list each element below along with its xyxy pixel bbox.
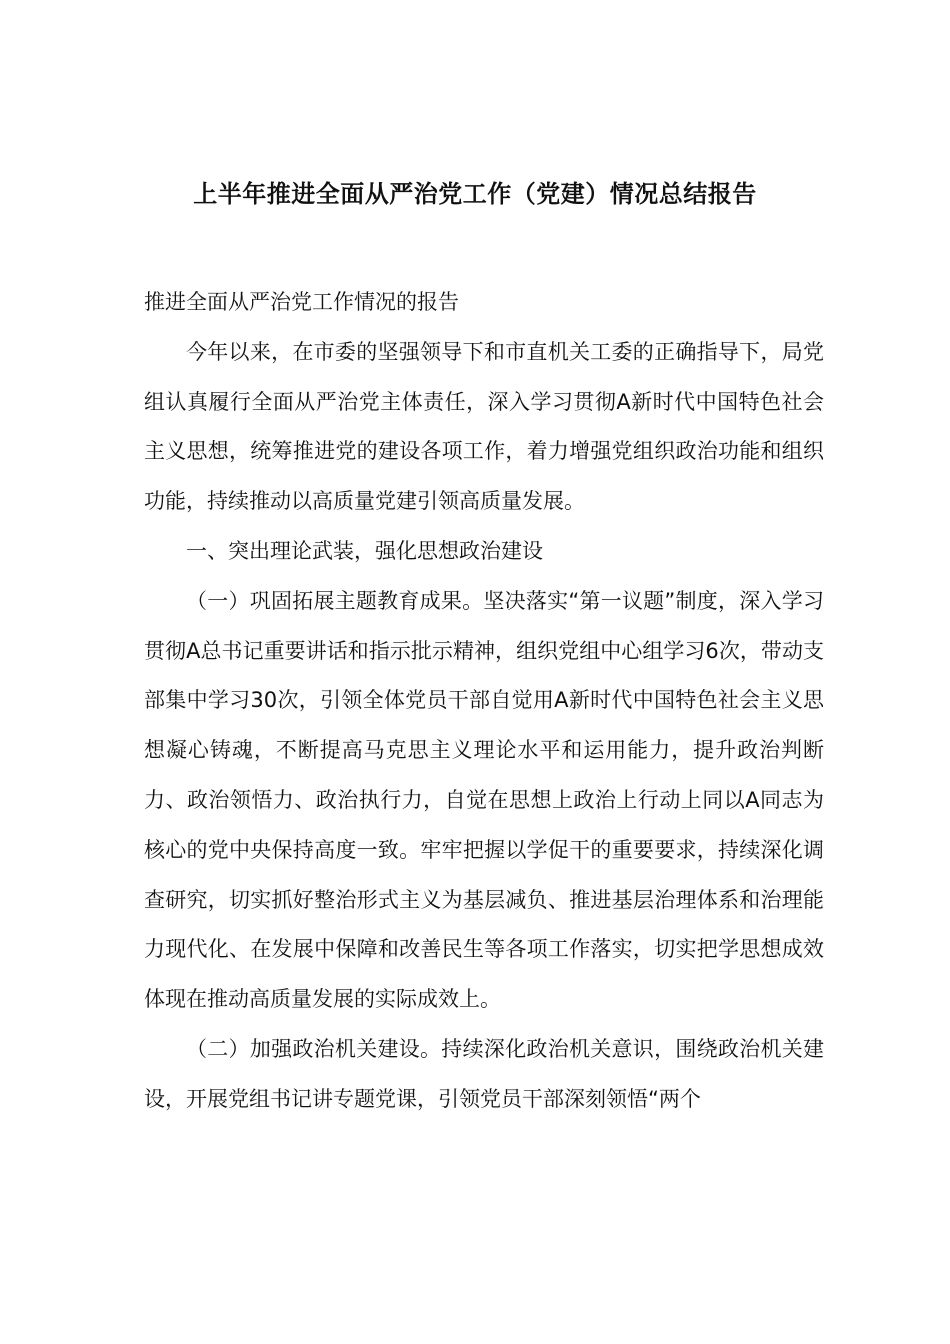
section-heading: 一、突出理论武装，强化思想政治建设	[186, 538, 543, 563]
body-paragraph: （二）加强政治机关建设。持续深化政治机关意识，围绕政治机关建设，开展党组书记讲专题党课，引领党员干部深刻领悟“两个	[144, 1036, 824, 1111]
intro-paragraph: 今年以来，在市委的坚强领导下和市直机关工委的正确指导下，局党组认真履行全面从严治党主体责任，深入学习贯彻A新时代中国特色社会主义思想，统筹推进党的建设各项工作，着力增强党组织政治功能和组织功能，持续推动以高质量党建引领高质量发展。	[144, 339, 824, 514]
document-title: 上半年推进全面从严治党工作（党建）情况总结报告	[193, 180, 757, 209]
body-paragraph: （一）巩固拓展主题教育成果。坚决落实“第一议题”制度，深入学习贯彻A总书记重要讲话和指示批示精神，组织党组中心组学习6次，带动支部集中学习30次，引领全体党员干部自觉用A新时代中国特色社会主义思想凝心铸魂，不断提高马克思主义理论水平和运用能力，提升政治判断力、政治领悟力、政治执行力，自觉在思想上政治上行动上同以A同志为核心的党中央保持高度一致。牢牢把握以学促干的重要要求，持续深化调查研究，切实抓好整治形式主义为基层减负、推进基层治理体系和治理能力现代化、在发展中保障和改善民生等各项工作落实，切实把学思想成效体现在推动高质量发展的实际成效上。	[144, 588, 824, 1012]
document-body	[144, 278, 824, 1125]
subtitle-paragraph: 推进全面从严治党工作情况的报告	[144, 290, 459, 314]
